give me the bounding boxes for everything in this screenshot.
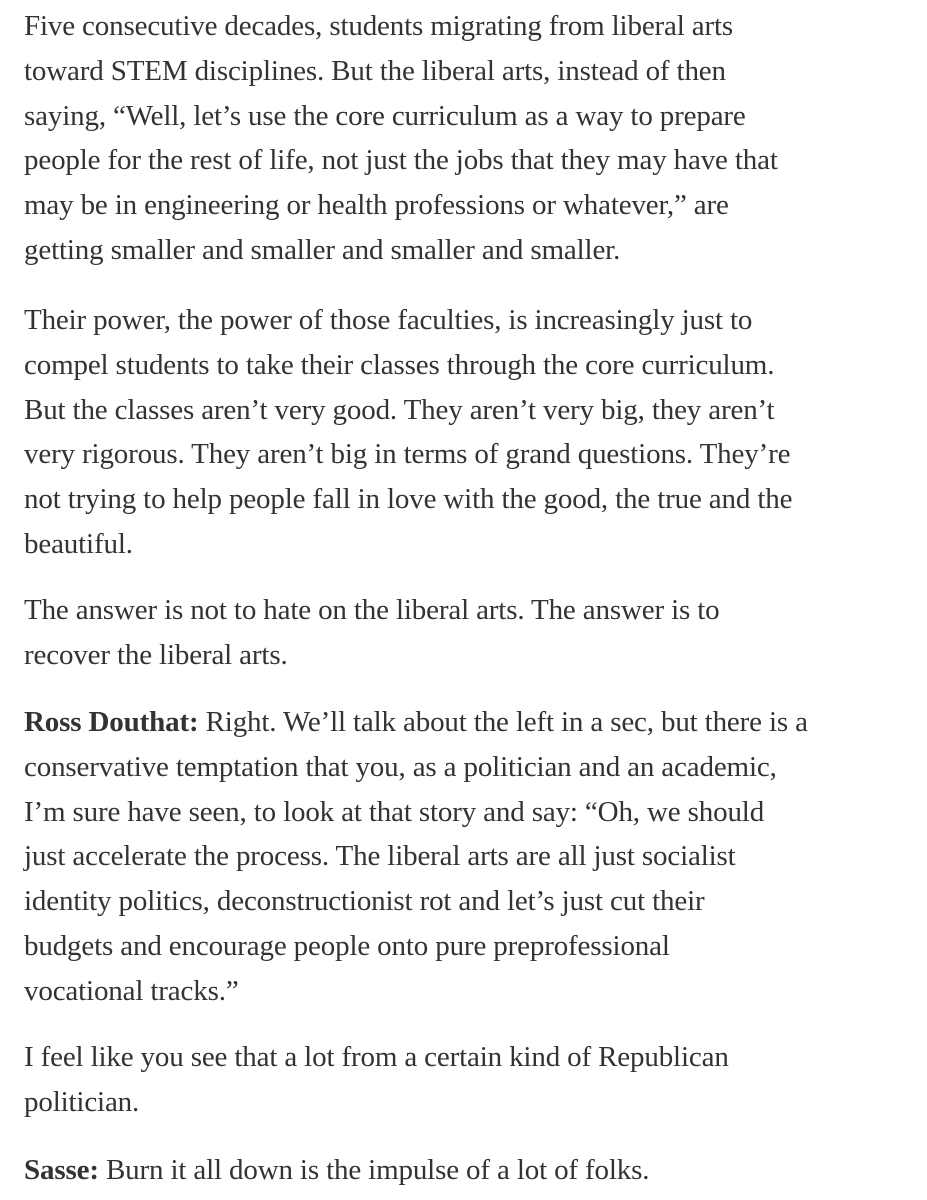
speech-text: Right. We’ll talk about the left in a sec, but there is a xyxy=(198,706,808,738)
text-line: not trying to help people fall in love with the good, the true and the xyxy=(24,483,793,516)
text-line: may be in engineering or health professions or whatever,” are xyxy=(24,189,729,222)
text-line xyxy=(24,1148,649,1193)
text-line: just accelerate the process. The liberal arts are all just socialist xyxy=(24,840,736,873)
text-line: conservative temptation that you, as a politician and an academic, xyxy=(24,750,777,783)
paragraph xyxy=(24,588,720,678)
text-line: saying, “Well, let’s use the core curriculum as a way to prepare xyxy=(24,99,746,132)
dialogue-paragraph xyxy=(24,1148,649,1193)
dialogue-paragraph xyxy=(24,700,808,1014)
text-line: beautiful. xyxy=(24,527,133,560)
text-line: But the classes aren’t very good. They aren’t very big, they aren’t xyxy=(24,393,775,426)
text-line: toward STEM disciplines. But the liberal arts, instead of then xyxy=(24,54,726,87)
text-line: getting smaller and smaller and smaller and smaller. xyxy=(24,233,621,266)
text-line xyxy=(24,700,808,745)
text-line: compel students to take their classes through the core curriculum. xyxy=(24,348,775,381)
text-line: vocational tracks.” xyxy=(24,974,239,1007)
paragraph xyxy=(24,298,792,567)
text-line: recover the liberal arts. xyxy=(24,638,288,671)
text-line: I feel like you see that a lot from a certain kind of Republican xyxy=(24,1041,729,1073)
paragraph xyxy=(24,1035,729,1125)
text-line: identity politics, deconstructionist rot and let’s just cut their xyxy=(24,885,705,918)
text-line: I’m sure have seen, to look at that story and say: “Oh, we should xyxy=(24,795,765,828)
text-line: The answer is not to hate on the liberal arts. The answer is to xyxy=(24,594,720,626)
text-line: budgets and encourage people onto pure preprofessional xyxy=(24,929,670,962)
text-line: Five consecutive decades, students migrating from liberal arts xyxy=(24,10,734,42)
text-line: politician. xyxy=(24,1085,140,1118)
speaker-name: Ross Douthat: xyxy=(24,706,199,738)
paragraph xyxy=(24,4,778,273)
text-line: people for the rest of life, not just the jobs that they may have that xyxy=(24,144,778,177)
text-line: very rigorous. They aren’t big in terms of grand questions. They’re xyxy=(24,438,791,471)
speech-text: Burn it all down is the impulse of a lot of folks. xyxy=(98,1154,650,1186)
speaker-name: Sasse: xyxy=(24,1154,99,1186)
text-line: Their power, the power of those faculties, is increasingly just to xyxy=(24,304,753,336)
